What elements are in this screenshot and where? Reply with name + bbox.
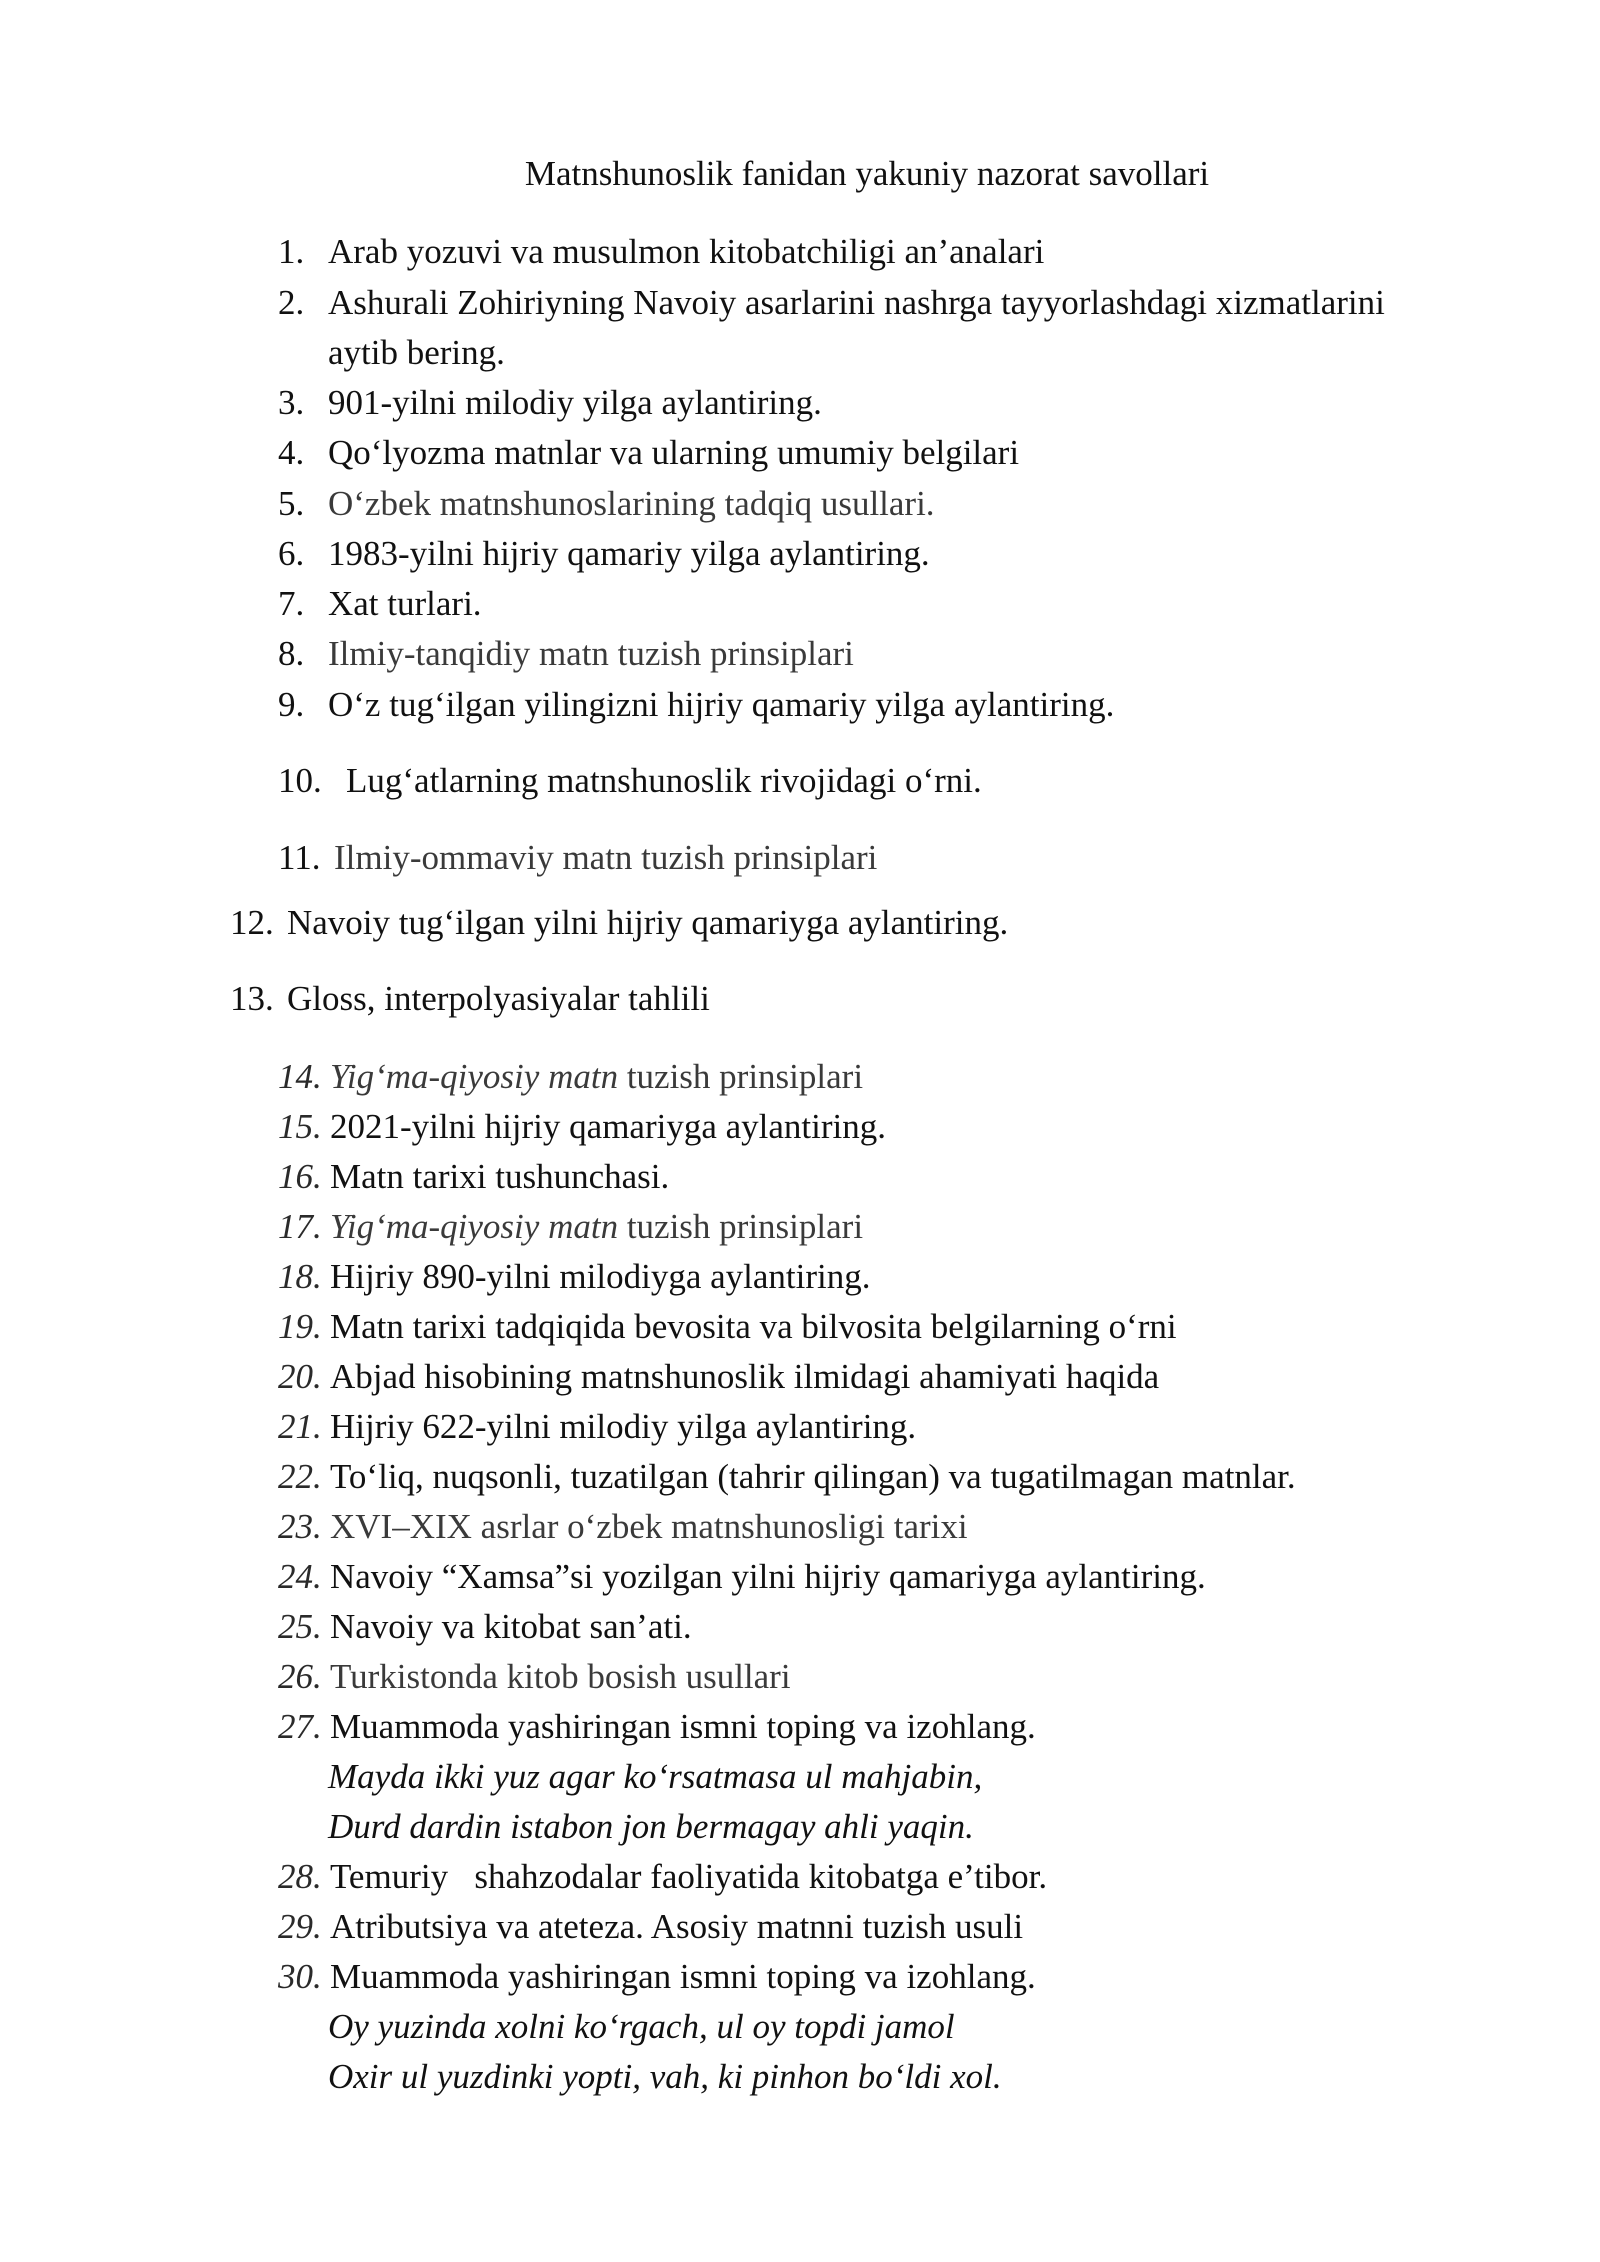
question-number: 1. [278, 232, 305, 271]
question-text: Ashurali Zohiriyning Navoiy asarlarini nashrga tayyorlashdagi xizmatlarini [328, 283, 1385, 322]
question-number: 17. [278, 1207, 322, 1246]
question-number: 2. [278, 283, 305, 322]
question-text [330, 1053, 863, 1101]
verse-line: Oy yuzinda xolni ko‘rgach, ul oy topdi jamol [328, 2007, 955, 2046]
question-number: 8. [278, 634, 305, 673]
question-text: Navoiy tug‘ilgan yilni hijriy qamariyga aylantiring. [287, 903, 1009, 942]
question-number: 16. [278, 1157, 322, 1196]
question-text: XVI–XIX asrlar o‘zbek matnshunosligi tarixi [330, 1507, 968, 1546]
verse-line: Oxir ul yuzdinki yopti, vah, ki pinhon bo‘ldi xol. [328, 2057, 1002, 2096]
question-text: 901-yilni milodiy yilga aylantiring. [328, 383, 822, 422]
question-text: Atributsiya va ateteza. Asosiy matnni tuzish usuli [330, 1907, 1024, 1946]
verse-line: Mayda ikki yuz agar ko‘rsatmasa ul mahjabin, [328, 1757, 983, 1796]
question-text-italic: Yig‘ma-qiyosiy matn [330, 1207, 619, 1246]
question-text: To‘liq, nuqsonli, tuzatilgan (tahrir qilingan) va tugatilmagan matnlar. [330, 1457, 1296, 1496]
question-number: 12. [230, 903, 274, 942]
question-number: 10. [278, 761, 322, 800]
question-text-continuation: aytib bering. [328, 333, 505, 372]
question-number: 11. [278, 838, 321, 877]
question-text: Hijriy 622-yilni milodiy yilga aylantiring. [330, 1407, 917, 1446]
question-text: Turkistonda kitob bosish usullari [330, 1657, 791, 1696]
question-text: Matn tarixi tadqiqida bevosita va bilvosita belgilarning o‘rni [330, 1307, 1177, 1346]
question-text: Matn tarixi tushunchasi. [330, 1157, 670, 1196]
question-text: Gloss, interpolyasiyalar tahlili [287, 979, 710, 1018]
question-text: Xat turlari. [328, 584, 482, 623]
question-number: 26. [278, 1657, 322, 1696]
question-text: 2021-yilni hijriy qamariyga aylantiring. [330, 1107, 886, 1146]
question-number: 20. [278, 1357, 322, 1396]
question-number: 24. [278, 1557, 322, 1596]
question-text: Temuriy shahzodalar faoliyatida kitobatga e’tibor. [330, 1857, 1048, 1896]
question-text: 1983-yilni hijriy qamariy yilga aylantiring. [328, 534, 930, 573]
question-number: 6. [278, 534, 305, 573]
question-text: Ilmiy-tanqidiy matn tuzish prinsiplari [328, 634, 854, 673]
question-number: 19. [278, 1307, 322, 1346]
question-text: Abjad hisobining matnshunoslik ilmidagi ahamiyati haqida [330, 1357, 1160, 1396]
question-text [330, 1203, 863, 1251]
question-number: 28. [278, 1857, 322, 1896]
question-number: 3. [278, 383, 305, 422]
question-text: Arab yozuvi va musulmon kitobatchiligi an’analari [328, 232, 1045, 271]
question-number: 5. [278, 484, 305, 523]
question-text: Muammoda yashiringan ismni toping va izohlang. [330, 1707, 1036, 1746]
question-text: Navoiy “Xamsa”si yozilgan yilni hijriy qamariyga aylantiring. [330, 1557, 1206, 1596]
question-text: O‘z tug‘ilgan yilingizni hijriy qamariy yilga aylantiring. [328, 685, 1115, 724]
question-number: 30. [278, 1957, 322, 1996]
question-number: 14. [278, 1057, 322, 1096]
question-text: Qo‘lyozma matnlar va ularning umumiy belgilari [328, 433, 1020, 472]
question-number: 27. [278, 1707, 322, 1746]
question-number: 21. [278, 1407, 322, 1446]
question-text-italic: Yig‘ma-qiyosiy matn [330, 1057, 619, 1096]
verse-line: Durd dardin istabon jon bermagay ahli yaqin. [328, 1807, 974, 1846]
question-number: 29. [278, 1907, 322, 1946]
question-text: O‘zbek matnshunoslarining tadqiq usullari. [328, 484, 935, 523]
question-text: Hijriy 890-yilni milodiyga aylantiring. [330, 1257, 871, 1296]
question-number: 18. [278, 1257, 322, 1296]
question-number: 13. [230, 979, 274, 1018]
question-text: Navoiy va kitobat san’ati. [330, 1607, 692, 1646]
question-number: 25. [278, 1607, 322, 1646]
question-text: Ilmiy-ommaviy matn tuzish prinsiplari [334, 838, 878, 877]
question-number: 4. [278, 433, 305, 472]
question-number: 22. [278, 1457, 322, 1496]
page-title: Matnshunoslik fanidan yakuniy nazorat savollari [524, 154, 1210, 193]
question-text: Lug‘atlarning matnshunoslik rivojidagi o‘rni. [346, 761, 982, 800]
question-number: 9. [278, 685, 305, 724]
question-number: 23. [278, 1507, 322, 1546]
question-text-rest: tuzish prinsiplari [618, 1207, 864, 1246]
question-text-rest: tuzish prinsiplari [618, 1057, 864, 1096]
question-number: 7. [278, 584, 305, 623]
question-text: Muammoda yashiringan ismni toping va izohlang. [330, 1957, 1036, 1996]
question-number: 15. [278, 1107, 322, 1146]
